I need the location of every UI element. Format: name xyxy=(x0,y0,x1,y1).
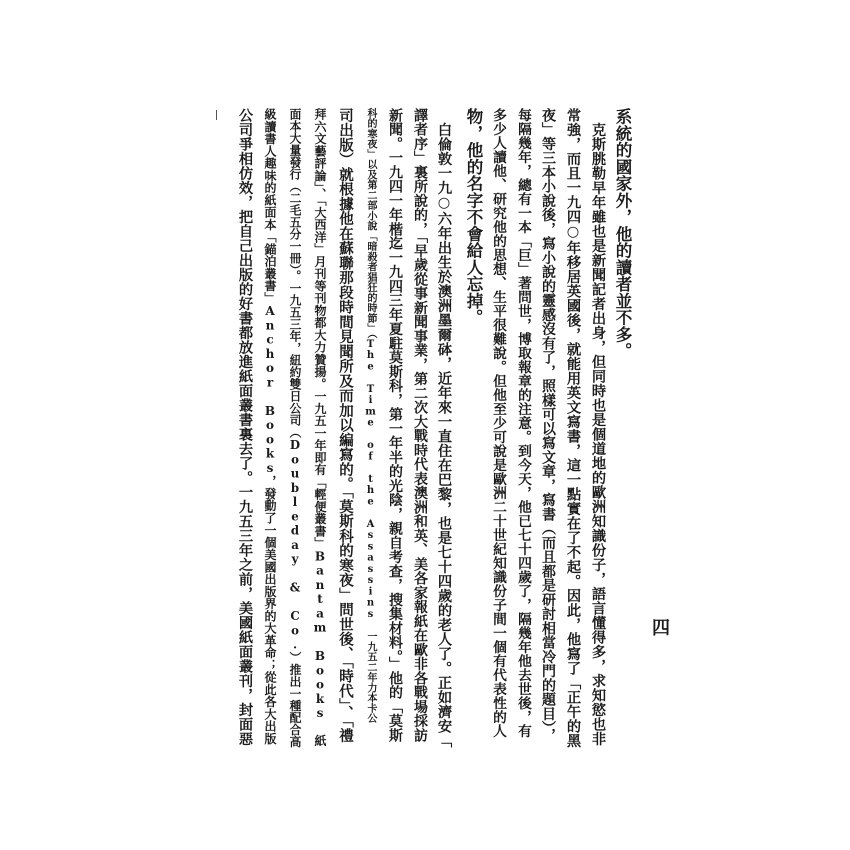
text-column: 科的寒夜」以及第二部小說「暗殺者猖狂的時節」（The Time of the Assassins 一九五二年力本卡公 xyxy=(365,108,376,724)
text-column: 拜六文藝評論」、「大西洋」月刊等刊物都大力贊揚。一九五一年即有「輕便叢書」Bantam Books 紙 xyxy=(313,108,327,747)
page-number: 四 xyxy=(649,618,670,636)
text-column: 譯者序」裏所說的，「早歲從事新聞事業，第二次大戰時代表澳洲和英、美各家報紙在歐非各戰場採訪 xyxy=(412,108,428,743)
text-column: 多少人讀他、研究他的思想、生平很難說。但他至少可說是歐洲二十世紀知識份子間一個有代表性的人 xyxy=(490,108,506,738)
text-column: 每隔幾年，總有一本「巨」著問世，博取報章的注意。到今天，他已七十四歲了，隔幾年他去世後，有 xyxy=(515,108,531,738)
text-column: 夜」等三本小說後，寫小說的靈感沒有了，照樣可以寫文章，寫書（而且都是研討相當冷門的題目）， xyxy=(540,108,556,743)
margin-mark xyxy=(216,110,217,120)
text-column: 面本大量發行（二毛五分一冊）。一九五三年，紐約雙日公司（Doubleday & Co.）推出一種配合高 xyxy=(288,108,302,748)
text-column: 克斯朓勒早年雖也是新聞記者出身，但同時也是個道地的歐洲知識份子，語言懂得多，求知慾也非 xyxy=(590,108,606,746)
text-column: 級讀書人趣味的紙面本「錨泊叢書」Anchor Books，發動了一個美國出版界的大革命；從此各大出版 xyxy=(263,108,277,745)
text-column: 新聞。一九四一年楷迄一九四三年夏駐莫斯科，第一年半的光陰，親自考查，搜集材料。」他的「莫斯 xyxy=(387,108,403,743)
text-column: 常強，而且一九四○年移居英國後，就能用英文寫書，這一點實在了不起。因此，他寫了「正午的黑 xyxy=(565,108,581,748)
text-column: 白倫敦一九○六年出生於澳洲墨爾砵，近年來一直住在巴黎，也是七十四歲的老人了。正如濟安「 xyxy=(436,108,452,748)
text-column: 物，他的名字不會給人忘掉。 xyxy=(464,108,483,326)
text-column: 系統的國家外，他的讀者並不多。 xyxy=(613,108,632,360)
text-column: 司出版）就根據他在蘇聯那段時間見聞所及而加以編寫的。「莫斯科的寒夜」問世後、「時代」、「禮 xyxy=(337,108,354,743)
text-column: 公司爭相仿效，把自己出版的好書都放進紙面叢書裏去了。一九五三年之前，美國紙面叢刊，封面惡 xyxy=(237,108,253,746)
